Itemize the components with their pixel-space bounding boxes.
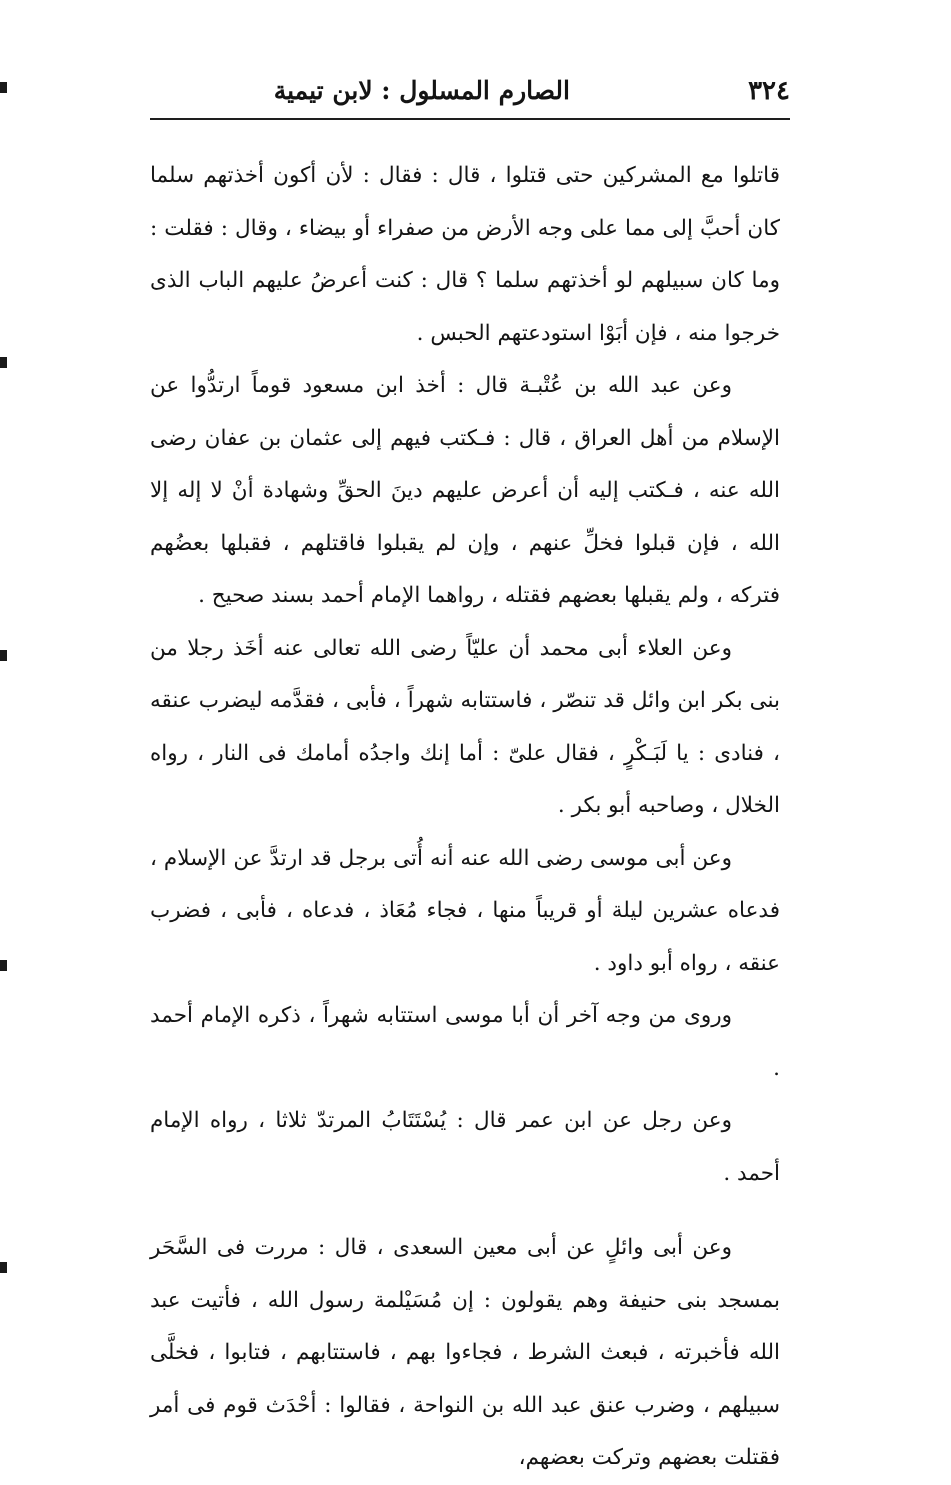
body-text bbox=[150, 150, 780, 1485]
scan-edge-mark bbox=[0, 960, 7, 971]
scan-edge-mark bbox=[0, 650, 7, 661]
header-rule bbox=[150, 118, 790, 120]
scan-edge-mark bbox=[0, 357, 7, 368]
paragraph: قاتلوا مع المشركين حتى قتلوا ، قال : فقال : لأن أكون أخذتهم سلما كان أحبَّ إلى مما على وجه الأرض من صفراء أو بيضاء ، وقال : فقلت : وما كان سبيلهم لو أخذتهم سلما ؟ قال : كنت أعرضُ عليهم الباب الذى خرجوا منه ، فإن أبَوْا استودعتهم الحبس . bbox=[150, 163, 780, 346]
paragraph: وعن أبى موسى رضى الله عنه أنه أُتى برجل قد ارتدَّ عن الإسلام ، فدعاه عشرين ليلة أو قريباً منها ، فجاء مُعَاذ ، فدعاه ، فأبى ، فضرب عنقه ، رواه أبو داود . bbox=[150, 845, 780, 976]
page-header bbox=[150, 70, 790, 114]
running-title: الصارم المسلول : لابن تيمية bbox=[273, 76, 570, 105]
paragraph: وعن العلاء أبى محمد أن عليّاً رضى الله تعالى عنه أخَذ رجلا من بنى بكر ابن وائل قد تنصّر ، فاستتابه شهراً ، فأبى ، فقدَّمه ليضرب عنقه ، فنادى : يا لَبَـكْرٍ ، فقال علىّ : أما إنك واجدُه أمامك فى النار ، رواه الخلال ، وصاحبه أبو بكر . bbox=[150, 635, 780, 818]
paragraph: وعن رجل عن ابن عمر قال : يُسْتَتَابُ المرتدّ ثلاثا ، رواه الإمام أحمد . bbox=[150, 1108, 780, 1186]
page-number: ٣٢٤ bbox=[748, 76, 790, 106]
paragraph: وعن أبى وائلٍ عن أبى معين السعدى ، قال : مررت فى السَّحَر بمسجد بنى حنيفة وهم يقولون : إن مُسَيْلمة رسول الله ، فأتيت عبد الله فأخبرته ، فبعث الشرط ، فجاءوا بهم ، فاستتابهم ، فتابوا ، فخلَّى سبيلهم ، وضرب عنق عبد الله بن النواحة ، فقالوا : أحْدَث قوم فى أمر فقتلت بعضهم وتركت بعضهم، bbox=[150, 1235, 780, 1470]
paragraph: وعن عبد الله بن عُتْبـة قال : أخذ ابن مسعود قوماً ارتدُّوا عن الإسلام من أهل العراق ، قال : فـكتب فيهم إلى عثمان بن عفان رضى الله عنه ، فـكتب إليه أن أعرض عليهم دينَ الحقِّ وشهادة أنْ لا إله إلا الله ، فإن قبلوا فخلِّ عنهم ، وإن لم يقبلوا فاقتلهم ، فقبلها بعضُهم فتركه ، ولم يقبلها بعضهم فقتله ، رواهما الإمام أحمد بسند صحيح . bbox=[150, 373, 780, 608]
scan-edge-mark bbox=[0, 82, 7, 93]
paragraph: وروى من وجه آخر أن أبا موسى استتابه شهراً ، ذكره الإمام أحمد . bbox=[150, 1003, 780, 1081]
scan-edge-mark bbox=[0, 1262, 7, 1273]
